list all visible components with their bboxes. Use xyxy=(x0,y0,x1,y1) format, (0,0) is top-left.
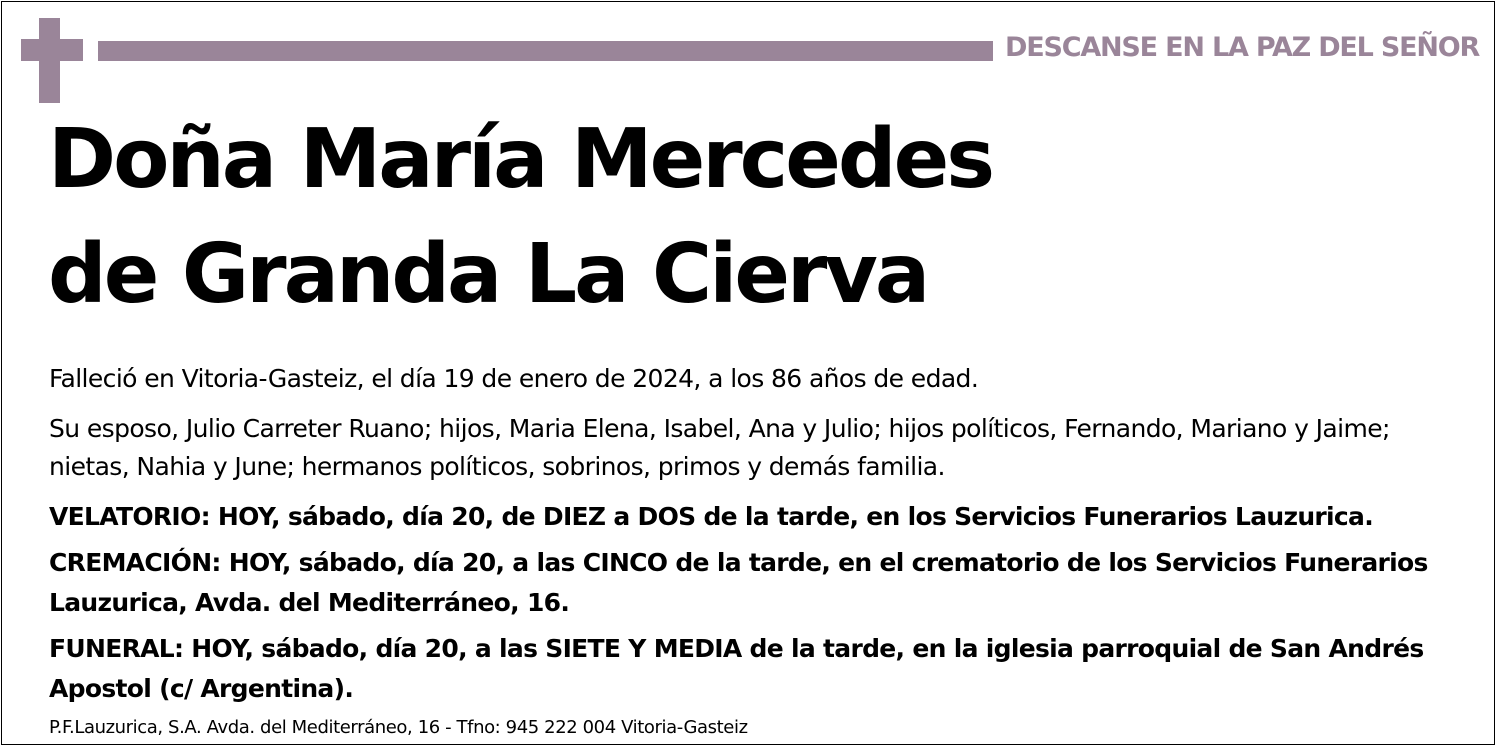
velatorio-info: VELATORIO: HOY, sábado, día 20, de DIEZ a DOS de la tarde, en los Servicios Funerarios Lauzurica. xyxy=(49,502,1374,531)
family-list: Su esposo, Julio Carreter Ruano; hijos, Maria Elena, Isabel, Ana y Julio; hijos políticos, Fernando, Mariano y Jaime; nietas, Nahia y June; hermanos políticos, sobrinos, primos y demás familia. xyxy=(49,414,1390,481)
rip-heading: DESCANSE EN LA PAZ DEL SEÑOR xyxy=(1005,32,1480,63)
deceased-name-line2: de Granda La Cierva xyxy=(48,227,928,322)
header-divider-bar xyxy=(98,41,993,61)
funeral-info: FUNERAL: HOY, sábado, día 20, a las SIETE Y MEDIA de la tarde, en la iglesia parroquial de San Andrés Apostol (c/ Argentina). xyxy=(49,634,1424,703)
cross-horizontal xyxy=(21,39,83,61)
death-notice: Falleció en Vitoria-Gasteiz, el día 19 de enero de 2024, a los 86 años de edad. xyxy=(49,364,979,393)
cremacion-info: CREMACIÓN: HOY, sábado, día 20, a las CINCO de la tarde, en el crematorio de los Servicios Funerarios Lauzurica, Avda. del Mediterráneo, 16. xyxy=(49,548,1428,617)
deceased-name-line1: Doña María Mercedes xyxy=(48,112,993,207)
funeral-home-footer: P.F.Lauzurica, S.A. Avda. del Mediterráneo, 16 - Tfno: 945 222 004 Vitoria-Gasteiz xyxy=(49,717,748,738)
obituary-card xyxy=(1,1,1495,745)
